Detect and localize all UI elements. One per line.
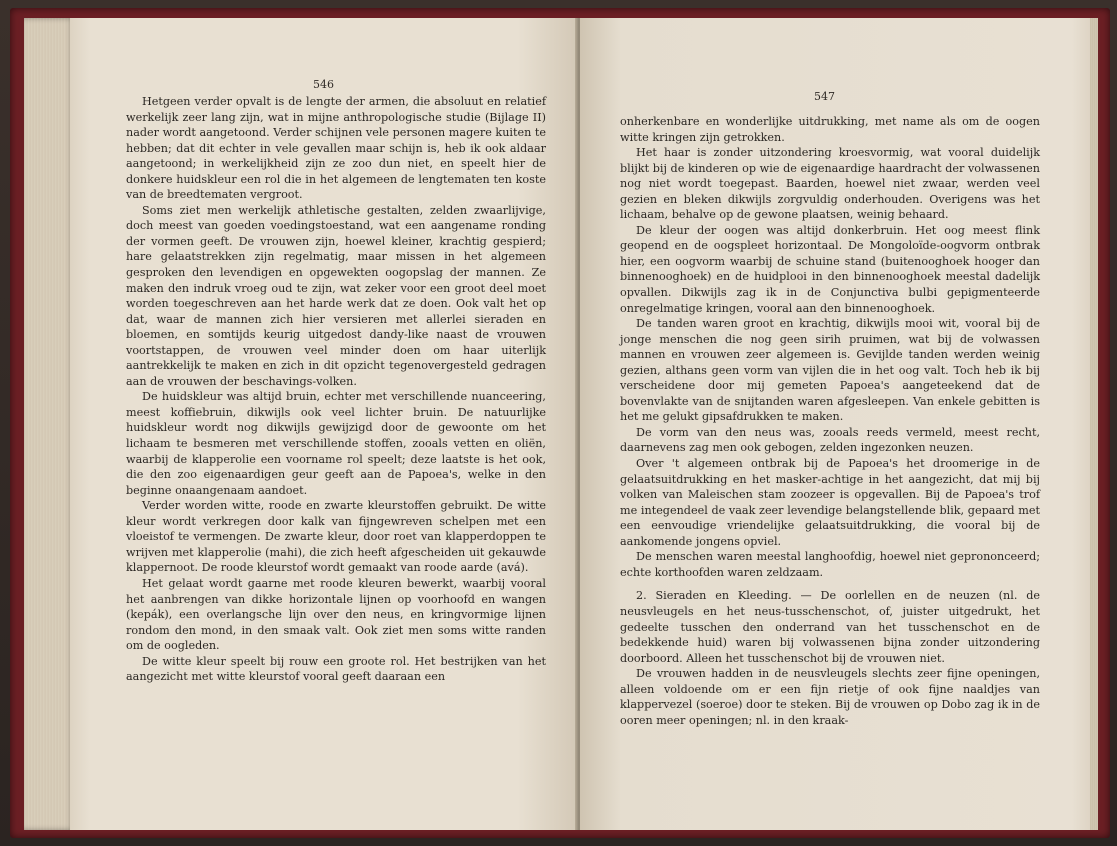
section-paragraph: 2. Sieraden en Kleeding. — De oorlellen en de neuzen (nl. de neusvleugels en het neus-tusschenschot, of, juister uitgedrukt, het gedeelte tusschen den onderrand van het tusschenschot en de bedekkende huid) waren bij volwassenen bijna zonder uitzondering doorboord. Alleen het tusschenschot bij de vrouwen niet. — [620, 589, 1040, 665]
right-page — [580, 18, 1092, 830]
paragraph: Soms ziet men werkelijk athletische gestalten, zelden zwaarlijvige, doch meest van goeden voedingstoestand, wat een aangename ronding der vormen geeft. De vrouwen zijn, hoewel kleiner, krachtig gespierd; hare gelaatstrekken zijn regelmatig, maar missen in het algemeen gesproken den levendigen en opgewekten oogopslag der mannen. Ze maken den indruk vroeg oud te zijn, wat zeker voor een groot deel moet worden toegeschreven aan het harde werk dat ze doen. Ook valt het op dat, waar de mannen zich hier versieren met allerlei sieraden en bloemen, en somtijds keurig uitgedost dandy-like naast de vrouwen voortstappen, de vrouwen veel minder doen om haar uiterlijk aantrekkelijk te maken en zich in dit opzicht tegenovergesteld gedragen aan de vrouwen der beschavings-volken. — [126, 203, 546, 388]
page-number: 547 — [814, 90, 835, 103]
paragraph: De vrouwen hadden in de neusvleugels slechts zeer fijne openingen, alleen voldoende om er een fijn rietje of ook fijne naaldjes van klappervezel (soeroe) door te steken. Bij de vrouwen op Dobo zag ik in de ooren meer openingen; nl. in den kraak- — [620, 667, 1040, 727]
paragraph: De huidskleur was altijd bruin, echter met verschillende nuanceering, meest koffiebruin, dikwijls ook veel lichter bruin. De natuurlijke huidskleur wordt nog dikwijls gewijzigd door de gewoonte om het lichaam te besmeren met verschillende stoffen, zooals vetten en oliën, waarbij de klapperolie een voorname rol speelt; deze laatste is het ook, die den zoo eigenaardigen geur geeft aan de Papoea's, welke in den beginne onaangenaam aandoet. — [126, 390, 546, 497]
paragraph: Over 't algemeen ontbrak bij de Papoea's het droomerige in de gelaatsuitdrukking en het masker-achtige in het aangezicht, dat mij bij volken van Maleischen stam zoozeer is opgevallen. Bij de Papoea's trof me integendeel de vaak zeer levendige belangstellende blik, gepaard met een eenvoudige vriendelijke gelaatsuitdrukking, die vooral bij de aankomende jongens opviel. — [620, 457, 1040, 548]
left-page — [70, 18, 578, 830]
paragraph: Het gelaat wordt gaarne met roode kleuren bewerkt, waarbij vooral het aanbrengen van dikke horizontale lijnen op voorhoofd en wangen (kepák), een overlangsche lijn over den neus, en kringvormige lijnen rondom den mond, in den smaak valt. Ook ziet men soms witte randen om de oogleden. — [126, 576, 546, 653]
paragraph: onherkenbare en wonderlijke uitdrukking, met name als om de oogen witte kringen zijn getrokken. — [620, 115, 1040, 144]
page-edges — [24, 18, 74, 830]
paragraph: Verder worden witte, roode en zwarte kleurstoffen gebruikt. De witte kleur wordt verkregen door kalk van fijngewreven schelpen met een vloeistof te vermengen. De zwarte kleur, door roet van klapperdoppen te wrijven met klapperolie (mahi), die zich heeft afgescheiden uit gekauwde klappernoot. De roode kleurstof wordt gemaakt van roode aarde (avá). — [126, 499, 546, 575]
left-page-text — [126, 94, 546, 685]
paragraph: De witte kleur speelt bij rouw een groote rol. Het bestrijken van het aangezicht met witte kleurstof vooral geeft daaraan een — [126, 654, 546, 684]
page-number: 546 — [313, 78, 334, 91]
right-page-text — [620, 114, 1040, 728]
paragraph: De vorm van den neus was, zooals reeds vermeld, meest recht, daarnevens zag men ook gebogen, zelden ingezonken neuzen. — [620, 425, 1040, 455]
paragraph: Het haar is zonder uitzondering kroesvormig, wat vooral duidelijk blijkt bij de kinderen op wie de eigenaardige haardracht der volwassenen nog niet wordt toegepast. Baarden, hoewel niet zwaar, werden veel gezien en bleken dikwijls zorgvuldig onderhouden. Overigens was het lichaam, behalve op de gewone plaatsen, weinig behaard. — [620, 146, 1040, 222]
right-page-edges — [1090, 18, 1098, 830]
paragraph: De menschen waren meestal langhoofdig, hoewel niet geprononceerd; echte korthoofden waren zeldzaam. — [620, 550, 1040, 579]
paragraph: De kleur der oogen was altijd donkerbruin. Het oog meest flink geopend en de oogspleet horizontaal. De Mongoloïde-oogvorm ontbrak hier, een oogvorm waarbij de schuine stand (buitenooghoek hooger dan binnenooghoek) en de huidplooi in den binnenooghoek meestal dadelijk opvallen. Dikwijls zag ik in de Conjunctiva bulbi gepigmenteerde onregelmatige kringen, vooral aan den binnenooghoek. — [620, 223, 1040, 315]
paragraph: De tanden waren groot en krachtig, dikwijls mooi wit, vooral bij de jonge menschen die nog geen sirih pruimen, wat bij de volwassen mannen en vrouwen zeer algemeen is. Gevijlde tanden werden weinig gezien, althans geen vorm van vijlen die in het oog valt. Toch heb ik bij verscheidene door mij gemeten Papoea's aangeteekend dat de bovenvlakte van de snijtanden waren afgesleepen. Van enkele gebitten is het me gelukt gipsafdrukken te maken. — [620, 317, 1040, 424]
paragraph: Hetgeen verder opvalt is de lengte der armen, die absoluut en relatief werkelijk zeer lang zijn, wat in mijne anthropologische studie (Bijlage II) nader wordt aangetoond. Verder schijnen vele personen magere kuiten te hebben; dat dit echter in vele gevallen maar schijn is, heb ik ook aldaar aangetoond; in werkelijkheid zijn ze zoo dun niet, en speelt hier de donkere huidskleur een rol die in het algemeen de lengtematen ten koste van de breedtematen vergroot. — [126, 95, 546, 202]
